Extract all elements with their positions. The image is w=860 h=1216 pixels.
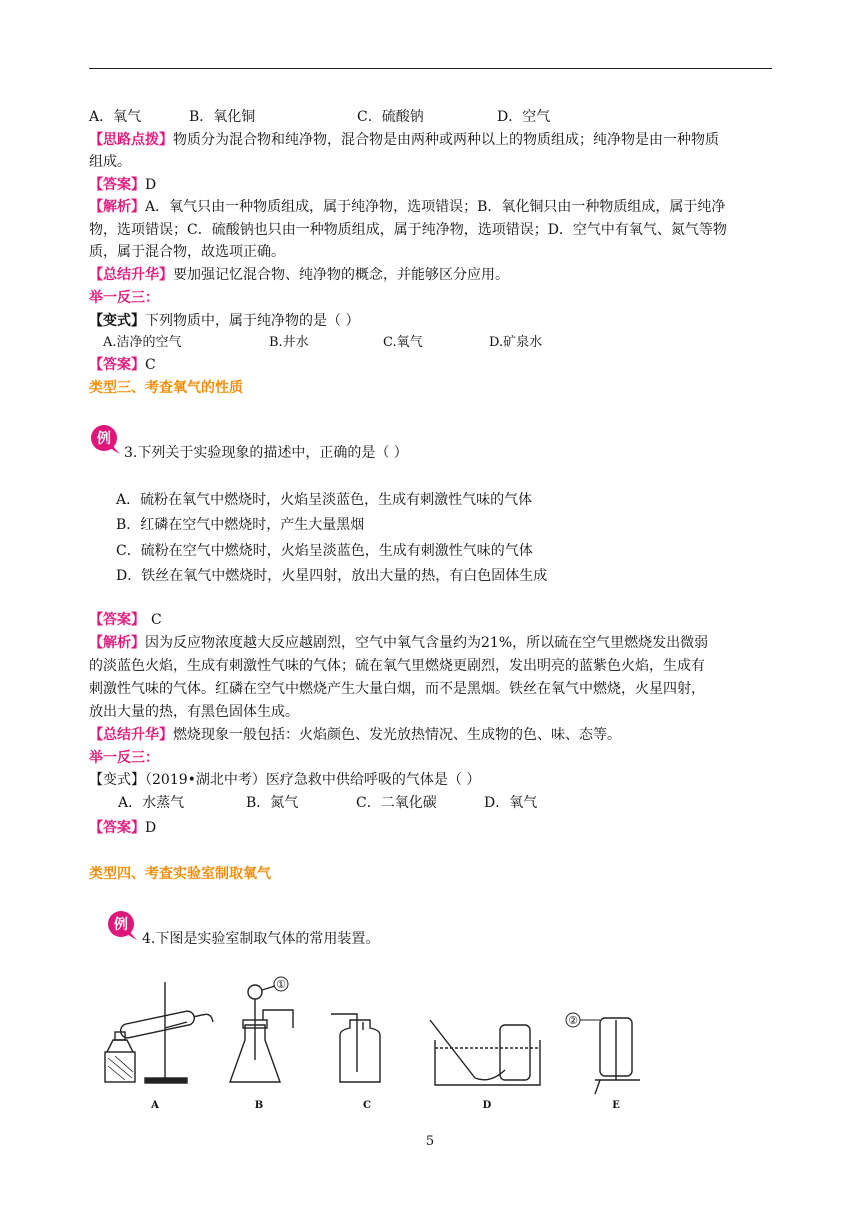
- option-b: B．氧化铜: [189, 109, 256, 125]
- analysis-text-2: 的淡蓝色火焰，生成有刺激性气味的气体；硫在氧气里燃烧更剧烈，发出明亮的蓝紫色火焰，生成有: [89, 658, 705, 674]
- figure-label-c: C: [363, 1100, 371, 1111]
- summary-tag: 【总结升华】: [89, 727, 173, 743]
- option-d: D．空气: [497, 109, 551, 125]
- apparatus-e: [595, 1018, 640, 1094]
- q2-variant-answer: [89, 355, 156, 375]
- analysis-text-3: 刺激性气味的气体。红磷在空气中燃烧产生大量白烟，而不是黑烟。铁丝在氧气中燃烧，火星四射，: [89, 681, 705, 697]
- q3-analysis: [89, 633, 708, 653]
- question-4: 4.下图是实验室制取气体的常用装置。: [142, 931, 380, 947]
- variant-option-c: C.氧气: [383, 335, 423, 350]
- example-badge: [90, 424, 116, 450]
- analysis-tag: 【解析】: [89, 635, 145, 651]
- page-number: 5: [425, 1134, 435, 1149]
- q2-hint: [89, 130, 719, 150]
- marker-2: ②: [568, 1014, 578, 1027]
- analysis-text-3: 质，属于混合物，故选项正确。: [89, 244, 285, 260]
- q3-answer: [89, 610, 162, 630]
- extend-heading: 举一反三：: [89, 290, 159, 306]
- q3-option-a: A．硫粉在氧气中燃烧时，火焰呈淡蓝色，生成有刺激性气味的气体: [116, 492, 533, 508]
- q2-variant: [89, 311, 359, 331]
- variant-answer-value: C: [145, 357, 156, 373]
- q3-variant-options: [118, 793, 537, 813]
- variant-option-b: B.井水: [269, 335, 309, 350]
- q2-variant-options: [103, 333, 542, 353]
- variant-option-a: A.洁净的空气: [103, 335, 182, 350]
- q3-option-c: C．硫粉在空气中燃烧时，火焰呈淡蓝色，生成有刺激性气味的气体: [116, 543, 533, 559]
- section-heading-type3: 类型三、考查氧气的性质: [89, 380, 243, 396]
- analysis-text-2: 物，选项错误；C．硫酸钠也只由一种物质组成，属于纯净物，选项错误；D．空气中有氧气、氮气等物: [89, 222, 727, 238]
- apparatus-d: [430, 1020, 540, 1085]
- variant-answer-tag: 【答案】: [89, 357, 145, 373]
- analysis-text-4: 放出大量的热，有黑色固体生成。: [89, 704, 299, 720]
- apparatus-a: [105, 982, 213, 1083]
- variant-answer-value: D: [145, 820, 157, 836]
- section-heading-type4: 类型四、考查实验室制取氧气: [89, 866, 271, 882]
- analysis-text: A．氧气只由一种物质组成，属于纯净物，选项错误；B．氧化铜只由一种物质组成，属于纯净: [145, 199, 726, 215]
- example-badge-4: [107, 910, 133, 936]
- q2-summary: [89, 265, 509, 285]
- variant-option-b: B．氮气: [246, 795, 299, 811]
- variant-text: 下列物质中，属于纯净物的是（ ）: [145, 313, 360, 329]
- q2-answer: [89, 175, 156, 195]
- q3-summary: [89, 725, 621, 745]
- apparatus-c: [331, 1014, 380, 1082]
- variant-option-a: A．水蒸气: [118, 795, 185, 811]
- q3-variant: 【变式】（2019•湖北中考）医疗急救中供给呼吸的气体是（ ）: [89, 772, 481, 788]
- header-rule: [89, 68, 772, 69]
- hint-text: 物质分为混合物和纯净物，混合物是由两种或两种以上的物质组成；纯净物是由一种物质: [173, 132, 719, 148]
- hint-tag: 【思路点拨】: [89, 132, 173, 148]
- q3-option-b: B．红磷在空气中燃烧时，产生大量黑烟: [116, 517, 365, 533]
- lab-apparatus-figure: [95, 970, 655, 1120]
- marker-1: ①: [276, 978, 286, 991]
- summary-text: 要加强记忆混合物、纯净物的概念，并能够区分应用。: [173, 267, 509, 283]
- svg-text:例: 例: [114, 917, 128, 933]
- figure-label-a: A: [151, 1100, 159, 1111]
- answer-tag: 【答案】: [89, 177, 145, 193]
- q2-options: [89, 107, 550, 127]
- variant-option-d: D．氧气: [484, 795, 538, 811]
- q2-analysis: [89, 197, 725, 217]
- hint-text-cont: 组成。: [89, 154, 131, 170]
- answer-value: C: [151, 612, 162, 628]
- figure-label-e: E: [612, 1100, 620, 1111]
- analysis-tag: 【解析】: [89, 199, 145, 215]
- analysis-text: 因为反应物浓度越大反应越剧烈，空气中氧气含量约为21%，所以硫在空气里燃烧发出微弱: [145, 635, 709, 651]
- q3-option-d: D．铁丝在氧气中燃烧时，火星四射，放出大量的热，有白色固体生成: [116, 568, 548, 584]
- variant-answer-tag: 【答案】: [89, 820, 145, 836]
- variant-option-d: D.矿泉水: [489, 335, 543, 350]
- variant-tag: 【变式】: [89, 313, 145, 329]
- answer-tag: 【答案】: [89, 612, 145, 628]
- summary-text: 燃烧现象一般包括：火焰颜色、发光放热情况、生成物的色、味、态等。: [173, 727, 621, 743]
- option-c: C．硫酸钠: [357, 109, 424, 125]
- question-3: 3.下列关于实验现象的描述中，正确的是（ ）: [124, 445, 408, 461]
- svg-text:例: 例: [97, 431, 111, 447]
- answer-value: D: [145, 177, 157, 193]
- q3-variant-answer: [89, 818, 156, 838]
- figure-label-b: B: [254, 1100, 264, 1111]
- figure-label-d: D: [482, 1100, 492, 1111]
- apparatus-b: [230, 985, 293, 1082]
- extend-heading: 举一反三：: [89, 750, 159, 766]
- option-a: A．氧气: [89, 109, 142, 125]
- summary-tag: 【总结升华】: [89, 267, 173, 283]
- variant-option-c: C．二氧化碳: [356, 795, 437, 811]
